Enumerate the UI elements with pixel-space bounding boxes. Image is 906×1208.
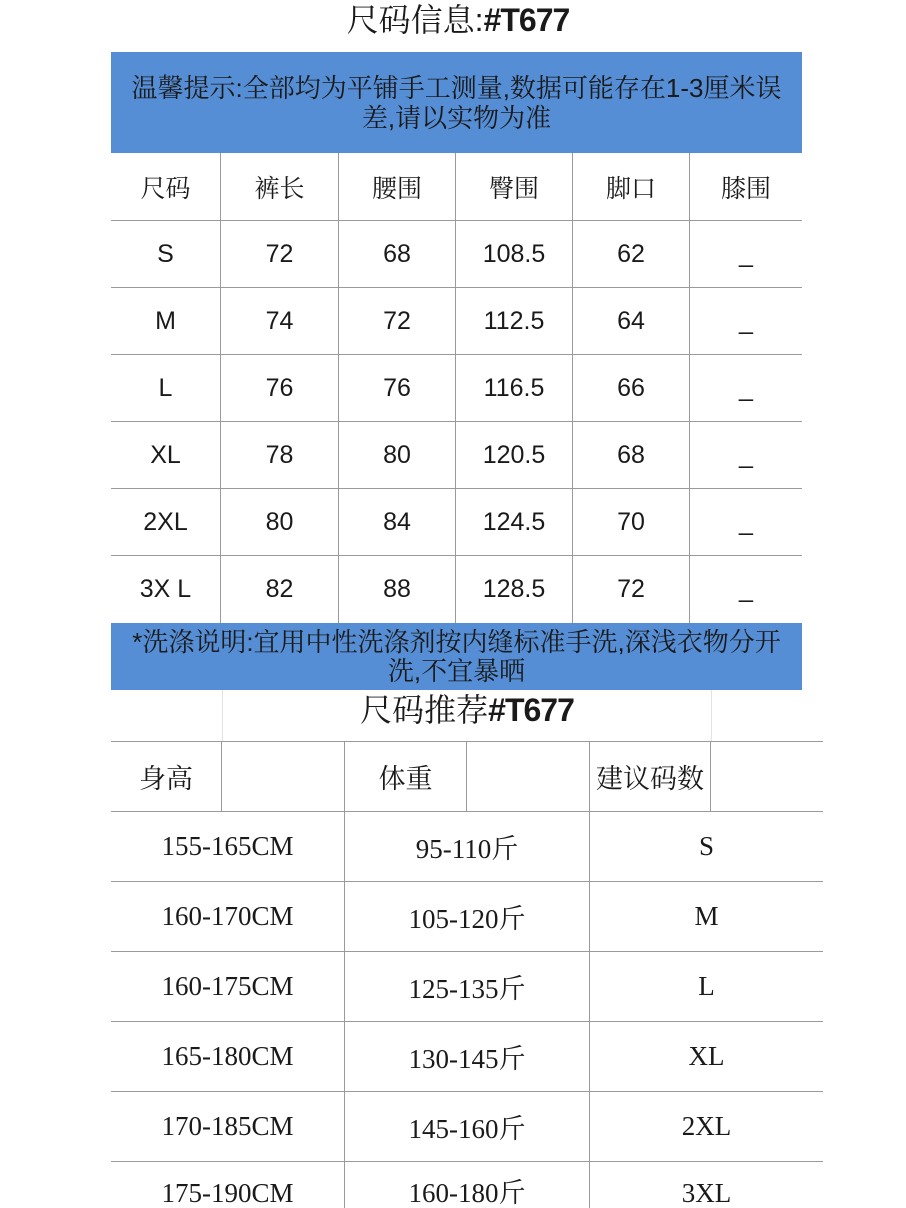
waist-cell: 80	[339, 422, 456, 488]
header-size: 尺码	[111, 153, 221, 220]
weight-cell: 95-110斤	[345, 812, 590, 881]
size-row	[111, 556, 802, 623]
header-leg-opening: 脚口	[573, 153, 690, 220]
pants-length-cell: 80	[221, 489, 339, 555]
weight-cell: 130-145斤	[345, 1022, 590, 1091]
header-pants-length: 裤长	[221, 153, 339, 220]
height-cell: 165-180CM	[111, 1022, 345, 1091]
measurement-notice-line: 差,请以实物为准	[361, 102, 552, 133]
recommended-size-cell: 2XL	[681, 1111, 732, 1141]
waist-cell: 72	[339, 288, 456, 354]
recommended-size-cell: 3XL	[681, 1178, 732, 1208]
size-row	[111, 489, 802, 556]
waist-cell: 84	[339, 489, 456, 555]
size-row	[111, 355, 802, 422]
size-row	[111, 221, 802, 288]
pants-length-cell: 74	[221, 288, 339, 354]
hip-cell: 108.5	[456, 221, 573, 287]
header-spacer-cell	[467, 742, 590, 811]
hip-cell: 112.5	[456, 288, 573, 354]
recommend-row	[111, 882, 823, 952]
size-info-title-code: #T677	[483, 2, 570, 38]
pants-length-cell: 78	[221, 422, 339, 488]
measurement-notice-banner	[111, 52, 802, 153]
pants-length-cell: 72	[221, 221, 339, 287]
recommended-size-cell: M	[694, 901, 719, 931]
leg-opening-cell: 64	[573, 288, 690, 354]
wash-instructions-line: 洗,不宜暴晒	[387, 655, 526, 686]
waist-cell: 88	[339, 556, 456, 623]
weight-cell: 145-160斤	[345, 1092, 590, 1161]
leg-opening-cell: 66	[573, 355, 690, 421]
header-knee: 膝围	[720, 174, 771, 203]
recommend-row	[111, 812, 823, 882]
size-row	[111, 288, 802, 355]
wash-instructions-banner	[111, 623, 802, 690]
weight-cell: 160-180斤	[345, 1162, 590, 1208]
header-recommended-size: 建议码数	[590, 742, 711, 811]
size-recommend-title-code: #T677	[488, 692, 574, 728]
recommended-size-cell: S	[698, 831, 715, 861]
leg-opening-cell: 62	[573, 221, 690, 287]
header-hip: 臀围	[456, 153, 573, 220]
size-label-cell: 2XL	[111, 489, 221, 555]
size-label-cell: XL	[111, 422, 221, 488]
size-info-title-label: 尺码信息:	[346, 2, 484, 38]
hip-cell: 124.5	[456, 489, 573, 555]
knee-cell: _	[739, 507, 753, 536]
size-label-cell: S	[111, 221, 221, 287]
recommend-row	[111, 952, 823, 1022]
measurement-notice-line: 温馨提示:全部均为平铺手工测量,数据可能存在1-3厘米误	[131, 72, 782, 103]
weight-cell: 105-120斤	[345, 882, 590, 951]
weight-cell: 125-135斤	[345, 952, 590, 1021]
size-label-cell: 3X L	[111, 556, 221, 623]
height-cell: 175-190CM	[111, 1162, 345, 1208]
wash-instructions-line: *洗涤说明:宜用中性洗涤剂按内缝标准手洗,深浅衣物分开	[132, 626, 781, 657]
height-cell: 160-175CM	[111, 952, 345, 1021]
hip-cell: 120.5	[456, 422, 573, 488]
leg-opening-cell: 72	[573, 556, 690, 623]
waist-cell: 76	[339, 355, 456, 421]
size-recommend-title-label: 尺码推荐	[360, 692, 489, 728]
hip-cell: 128.5	[456, 556, 573, 623]
size-label-cell: L	[111, 355, 221, 421]
height-cell: 155-165CM	[111, 812, 345, 881]
size-info-title	[0, 0, 906, 40]
knee-cell: _	[739, 306, 753, 335]
knee-cell: _	[739, 373, 753, 402]
hip-cell: 116.5	[456, 355, 573, 421]
knee-cell: _	[739, 239, 753, 268]
pants-length-cell: 76	[221, 355, 339, 421]
size-row	[111, 422, 802, 489]
height-cell: 160-170CM	[111, 882, 345, 951]
height-cell: 170-185CM	[111, 1092, 345, 1161]
header-weight: 体重	[345, 742, 467, 811]
knee-cell: _	[739, 440, 753, 469]
knee-cell: _	[739, 575, 753, 603]
recommend-row	[111, 1162, 823, 1208]
size-recommend-table	[111, 741, 823, 1208]
recommend-header-row	[111, 742, 823, 812]
header-height: 身高	[111, 742, 222, 811]
header-spacer-cell	[222, 742, 345, 811]
leg-opening-cell: 68	[573, 422, 690, 488]
recommended-size-cell: L	[698, 971, 715, 1001]
size-label-cell: M	[111, 288, 221, 354]
recommend-row	[111, 1092, 823, 1162]
leg-opening-cell: 70	[573, 489, 690, 555]
size-recommend-title	[0, 690, 906, 730]
recommended-size-cell: XL	[688, 1041, 725, 1071]
header-waist: 腰围	[339, 153, 456, 220]
pants-length-cell: 82	[221, 556, 339, 623]
size-table-header-row	[111, 153, 802, 221]
recommend-row	[111, 1022, 823, 1092]
header-spacer-cell	[711, 742, 823, 811]
waist-cell: 68	[339, 221, 456, 287]
size-table	[111, 153, 802, 623]
